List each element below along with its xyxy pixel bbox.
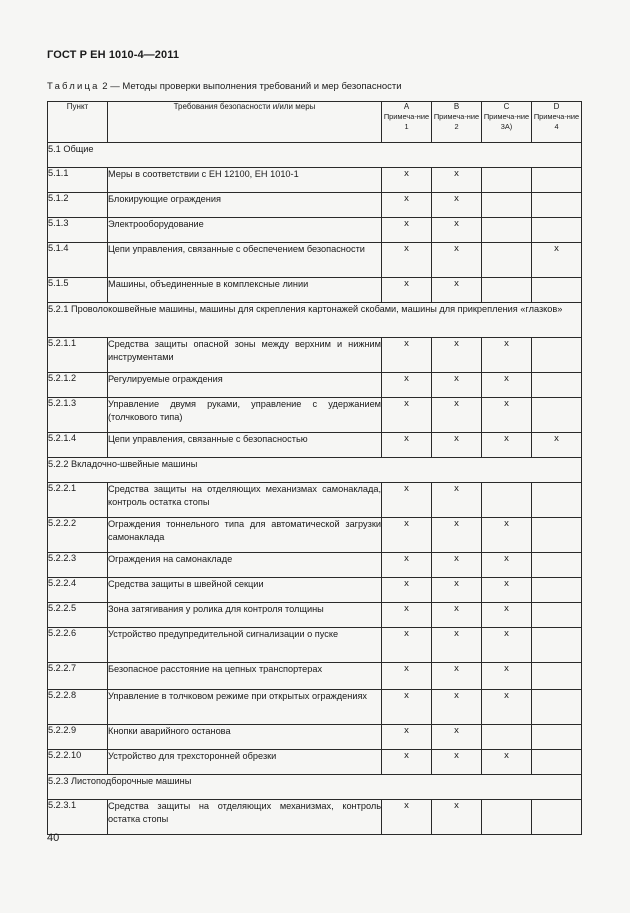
mark-b: x: [432, 243, 482, 278]
header-col-a-note: Примеча-ние 1: [383, 112, 430, 131]
mark-b: x: [432, 750, 482, 775]
mark-d: [532, 278, 582, 303]
header-col-d: [532, 102, 582, 143]
item-number: 5.2.2.1: [48, 483, 108, 518]
item-requirement: Регулируемые ограждения: [108, 373, 382, 398]
item-requirement: Средства защиты на отделяющих механизмах, контроль остатка стопы: [108, 800, 382, 835]
section-row: [48, 143, 582, 168]
mark-c: x: [482, 338, 532, 373]
section-title: 5.1 Общие: [48, 143, 582, 168]
mark-a: x: [382, 338, 432, 373]
table-row: [48, 750, 582, 775]
table-caption-number: 2: [102, 81, 108, 92]
table-header-row: [48, 102, 582, 143]
mark-b: x: [432, 398, 482, 433]
mark-d: [532, 483, 582, 518]
mark-d: x: [532, 433, 582, 458]
table-row: [48, 725, 582, 750]
mark-a: x: [382, 433, 432, 458]
mark-b: x: [432, 373, 482, 398]
mark-a: x: [382, 483, 432, 518]
item-requirement: Зона затягивания у ролика для контроля толщины: [108, 603, 382, 628]
item-number: 5.2.1.3: [48, 398, 108, 433]
header-col-c: [482, 102, 532, 143]
item-requirement: Цепи управления, связанные с обеспечением безопасности: [108, 243, 382, 278]
mark-b: x: [432, 193, 482, 218]
item-number: 5.1.4: [48, 243, 108, 278]
header-col-b: [432, 102, 482, 143]
mark-a: x: [382, 243, 432, 278]
mark-d: [532, 750, 582, 775]
item-requirement: Кнопки аварийного останова: [108, 725, 382, 750]
item-requirement: Средства защиты в швейной секции: [108, 578, 382, 603]
item-number: 5.1.1: [48, 168, 108, 193]
mark-c: x: [482, 603, 532, 628]
item-requirement: Устройство для трехсторонней обрезки: [108, 750, 382, 775]
table-row: [48, 218, 582, 243]
mark-c: x: [482, 750, 532, 775]
item-requirement: Средства защиты на отделяющих механизмах самонаклада, контроль остатка стопы: [108, 483, 382, 518]
item-number: 5.2.1.4: [48, 433, 108, 458]
item-requirement: Управление двумя руками, управление с удержанием (толчкового типа): [108, 398, 382, 433]
mark-c: x: [482, 398, 532, 433]
section-title: 5.2.1 Проволокошвейные машины, машины для скрепления картонажей скобами, машины для прикрепления «глазков»: [48, 303, 582, 338]
mark-d: [532, 518, 582, 553]
table-row: [48, 663, 582, 690]
mark-a: x: [382, 398, 432, 433]
section-title: 5.2.3 Листоподборочные машины: [48, 775, 582, 800]
item-requirement: Безопасное расстояние на цепных транспортерах: [108, 663, 382, 690]
section-row: [48, 775, 582, 800]
table-row: [48, 398, 582, 433]
mark-a: x: [382, 518, 432, 553]
item-requirement: Электрооборудование: [108, 218, 382, 243]
table-caption: [47, 81, 402, 92]
mark-c: x: [482, 663, 532, 690]
mark-b: x: [432, 433, 482, 458]
mark-a: x: [382, 278, 432, 303]
item-requirement: Ограждения тоннельного типа для автоматической загрузки самонаклада: [108, 518, 382, 553]
document-code: ГОСТ Р ЕН 1010-4—2011: [47, 49, 180, 61]
mark-b: x: [432, 518, 482, 553]
mark-c: x: [482, 518, 532, 553]
item-number: 5.2.2.2: [48, 518, 108, 553]
table-row: [48, 578, 582, 603]
mark-a: x: [382, 218, 432, 243]
mark-d: [532, 800, 582, 835]
mark-c: [482, 218, 532, 243]
mark-d: [532, 725, 582, 750]
table-row: [48, 483, 582, 518]
mark-c: x: [482, 690, 532, 725]
item-requirement: Меры в соответствии с ЕН 12100, ЕН 1010-1: [108, 168, 382, 193]
mark-c: [482, 725, 532, 750]
mark-b: x: [432, 218, 482, 243]
section-title: 5.2.2 Вкладочно-швейные машины: [48, 458, 582, 483]
table-row: [48, 433, 582, 458]
mark-a: x: [382, 373, 432, 398]
item-number: 5.2.3.1: [48, 800, 108, 835]
table-caption-title: — Методы проверки выполнения требований и мер безопасности: [110, 81, 402, 92]
mark-c: x: [482, 628, 532, 663]
table-row: [48, 628, 582, 663]
section-row: [48, 458, 582, 483]
mark-b: x: [432, 483, 482, 518]
header-col-d-note: Примеча-ние 4: [533, 112, 580, 131]
table-row: [48, 278, 582, 303]
header-col-c-note: Примеча-ние 3А): [483, 112, 530, 131]
mark-d: [532, 603, 582, 628]
section-row: [48, 303, 582, 338]
table-row: [48, 373, 582, 398]
mark-c: [482, 483, 532, 518]
mark-d: [532, 553, 582, 578]
mark-d: [532, 628, 582, 663]
mark-c: [482, 278, 532, 303]
item-requirement: Устройство предупредительной сигнализации о пуске: [108, 628, 382, 663]
mark-a: x: [382, 168, 432, 193]
mark-a: x: [382, 690, 432, 725]
mark-b: x: [432, 690, 482, 725]
mark-d: [532, 193, 582, 218]
header-item: Пункт: [48, 102, 108, 143]
table-row: [48, 338, 582, 373]
header-col-c-letter: C: [503, 102, 510, 111]
mark-b: x: [432, 663, 482, 690]
table-row: [48, 690, 582, 725]
item-requirement: Машины, объединенные в комплексные линии: [108, 278, 382, 303]
mark-b: x: [432, 278, 482, 303]
mark-b: x: [432, 725, 482, 750]
page-number: 40: [47, 832, 60, 844]
table-row: [48, 193, 582, 218]
table-row: [48, 603, 582, 628]
mark-c: x: [482, 553, 532, 578]
mark-a: x: [382, 603, 432, 628]
mark-a: x: [382, 663, 432, 690]
mark-d: x: [532, 243, 582, 278]
item-requirement: Цепи управления, связанные с безопасностью: [108, 433, 382, 458]
mark-d: [532, 373, 582, 398]
header-requirements: Требования безопасности и/или меры: [108, 102, 382, 143]
item-number: 5.2.1.1: [48, 338, 108, 373]
table-row: [48, 518, 582, 553]
mark-b: x: [432, 603, 482, 628]
mark-d: [532, 218, 582, 243]
item-number: 5.1.3: [48, 218, 108, 243]
mark-d: [532, 690, 582, 725]
mark-c: x: [482, 373, 532, 398]
mark-d: [532, 398, 582, 433]
verification-methods-table: [47, 101, 582, 835]
mark-d: [532, 578, 582, 603]
item-requirement: Средства защиты опасной зоны между верхним и нижним инструментами: [108, 338, 382, 373]
table-row: [48, 553, 582, 578]
mark-c: x: [482, 578, 532, 603]
header-col-d-letter: D: [553, 102, 560, 111]
mark-b: x: [432, 578, 482, 603]
item-requirement: Управление в толчковом режиме при открытых ограждениях: [108, 690, 382, 725]
mark-d: [532, 663, 582, 690]
item-number: 5.2.2.3: [48, 553, 108, 578]
item-requirement: Ограждения на самонакладе: [108, 553, 382, 578]
item-number: 5.2.2.7: [48, 663, 108, 690]
mark-a: x: [382, 578, 432, 603]
mark-d: [532, 168, 582, 193]
mark-a: x: [382, 750, 432, 775]
mark-a: x: [382, 725, 432, 750]
mark-a: x: [382, 800, 432, 835]
item-requirement: Блокирующие ограждения: [108, 193, 382, 218]
mark-c: [482, 193, 532, 218]
mark-b: x: [432, 553, 482, 578]
mark-c: [482, 243, 532, 278]
item-number: 5.1.2: [48, 193, 108, 218]
table-row: [48, 168, 582, 193]
item-number: 5.2.2.9: [48, 725, 108, 750]
item-number: 5.2.1.2: [48, 373, 108, 398]
mark-c: [482, 168, 532, 193]
mark-d: [532, 338, 582, 373]
item-number: 5.1.5: [48, 278, 108, 303]
mark-c: [482, 800, 532, 835]
table-caption-prefix: Таблица: [47, 81, 100, 92]
table-row: [48, 800, 582, 835]
header-col-b-letter: B: [453, 102, 460, 111]
header-col-b-note: Примеча-ние 2: [433, 112, 480, 131]
mark-b: x: [432, 168, 482, 193]
mark-b: x: [432, 338, 482, 373]
header-col-a: [382, 102, 432, 143]
mark-a: x: [382, 193, 432, 218]
mark-a: x: [382, 553, 432, 578]
mark-b: x: [432, 628, 482, 663]
header-col-a-letter: A: [403, 102, 410, 111]
mark-b: x: [432, 800, 482, 835]
mark-c: x: [482, 433, 532, 458]
item-number: 5.2.2.4: [48, 578, 108, 603]
item-number: 5.2.2.10: [48, 750, 108, 775]
mark-a: x: [382, 628, 432, 663]
item-number: 5.2.2.5: [48, 603, 108, 628]
item-number: 5.2.2.6: [48, 628, 108, 663]
item-number: 5.2.2.8: [48, 690, 108, 725]
table-row: [48, 243, 582, 278]
